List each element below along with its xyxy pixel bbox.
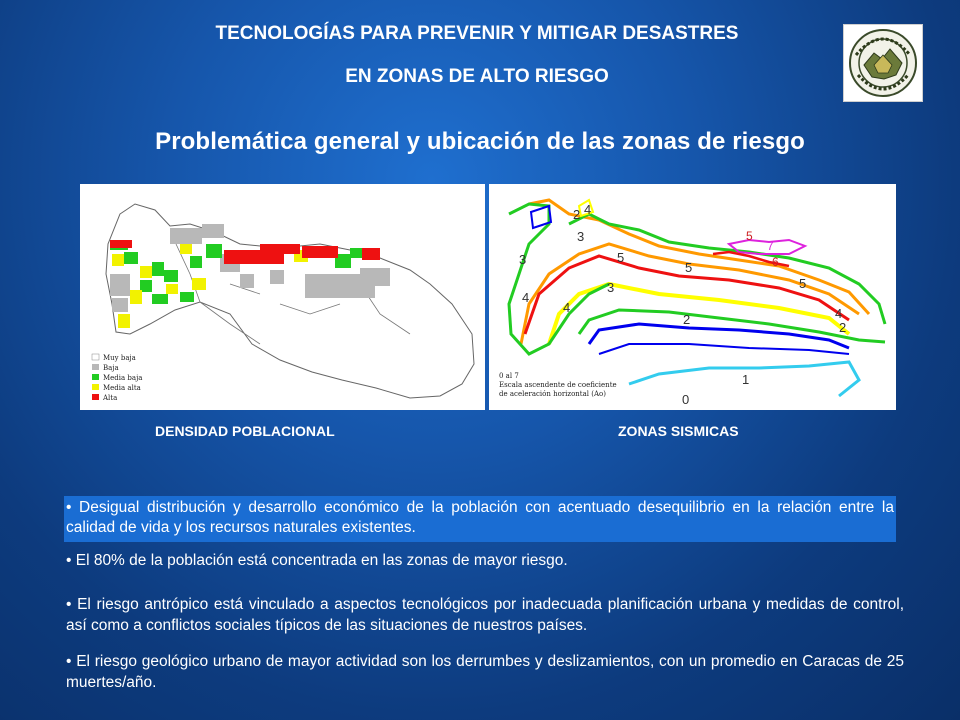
slide-subtitle: Problemática general y ubicación de las zonas de riesgo — [155, 128, 805, 155]
population-density-caption: DENSIDAD POBLACIONAL — [155, 423, 335, 439]
seismic-zones-caption: ZONAS SISMICAS — [618, 423, 739, 439]
legend-label: Media baja — [103, 374, 143, 382]
bullet-item: • El riesgo geológico urbano de mayor actividad son los derrumbes y deslizamientos, con un promedio en Caracas de 25 muertes/año. — [66, 653, 904, 691]
zone-label: 5 — [799, 276, 807, 291]
bullet-item-highlighted — [64, 496, 896, 542]
zone-label: 5 — [617, 250, 625, 265]
bullet-item: • El 80% de la población está concentrada en las zonas de mayor riesgo. — [66, 552, 568, 569]
seismic-zones-map — [489, 184, 896, 410]
zone-label: 4 — [563, 300, 571, 315]
legend-label: Media alta — [103, 384, 141, 392]
zone-label: 5 — [685, 260, 693, 275]
zone-label: 4 — [522, 290, 530, 305]
zone-label: 6 — [772, 255, 779, 269]
legend-line-2: Escala ascendente de coeficiente — [499, 381, 617, 389]
legend-label: Baja — [103, 364, 119, 372]
bullet-text: • Desigual distribución y desarrollo económico de la población con acentuado desequilibrio en la relación entre la calidad de vida y los recursos naturales existentes. — [66, 499, 894, 536]
density-legend — [92, 354, 142, 402]
zone-label: 3 — [577, 229, 585, 244]
zone-label: 5 — [746, 229, 753, 243]
zone-label: 2 — [839, 320, 847, 335]
university-seal-logo — [843, 24, 923, 102]
zone-label: 4 — [584, 202, 592, 217]
legend-label: Alta — [103, 394, 118, 402]
zone-label: 4 — [835, 306, 843, 321]
bullet-item: • El riesgo antrópico está vinculado a aspectos tecnológicos por inadecuada planificación urbana y medidas de control, así como a conflictos sociales típicos de las situaciones de nuestros países. — [66, 596, 904, 634]
title-line-2: EN ZONAS DE ALTO RIESGO — [345, 66, 609, 87]
zone-label: 2 — [683, 312, 691, 327]
legend-line-3: de aceleración horizontal (Ao) — [499, 390, 606, 398]
zone-label: 1 — [742, 372, 750, 387]
zone-label: 2 — [573, 207, 581, 222]
zone-label: 0 — [682, 392, 690, 407]
zone-label: 7 — [767, 239, 774, 253]
zone-label: 3 — [607, 280, 615, 295]
legend-label: Muy baja — [103, 354, 136, 362]
zone-label: 3 — [519, 252, 527, 267]
population-density-map — [80, 184, 485, 410]
legend-line-1: 0 al 7 — [499, 372, 519, 380]
title-line-1: TECNOLOGÍAS PARA PREVENIR Y MITIGAR DESASTRES — [215, 23, 739, 44]
seismic-legend — [499, 372, 617, 398]
